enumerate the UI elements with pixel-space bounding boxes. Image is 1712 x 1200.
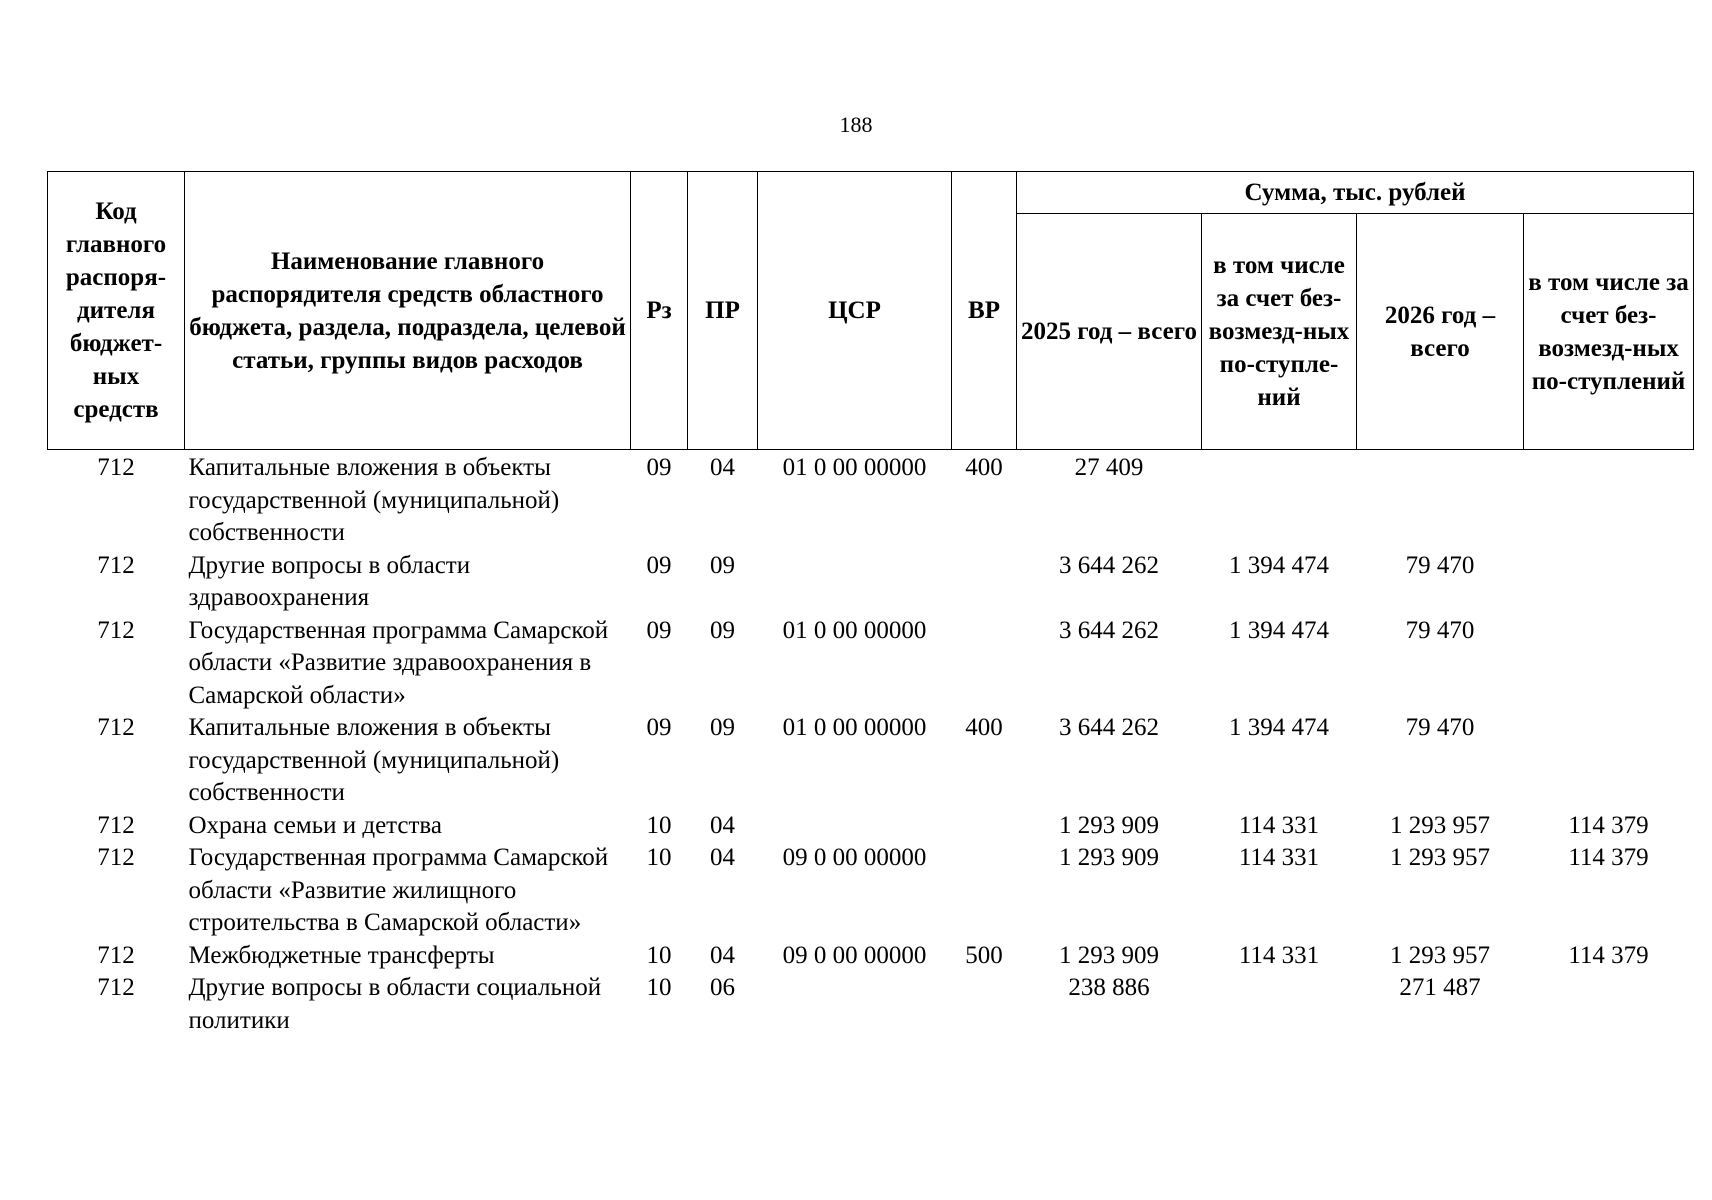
code-cell: 712 (97, 941, 135, 969)
table-header (48, 172, 1694, 450)
y2026-free-cell (1524, 972, 1694, 1037)
rz-cell: 10 (646, 974, 672, 1001)
y2026-cell: 79 470 (1405, 714, 1475, 741)
y2025-free-cell: 114 331 (1238, 941, 1320, 969)
table-row (48, 972, 1694, 1037)
y2025-free-cell: 1 394 474 (1229, 616, 1329, 644)
pr-cell: 04 (710, 941, 735, 969)
header-code: Код главного распоря-дителя бюджет-ных средств (48, 172, 185, 450)
header-csr: ЦСР (758, 172, 952, 450)
rz-cell: 10 (646, 844, 672, 871)
header-sum-group: Сумма, тыс. рублей (1017, 172, 1694, 214)
y2026-free-cell (1524, 712, 1694, 810)
table-row (48, 550, 1694, 615)
header-2026-free: в том числе за счет без-возмезд-ных по-ступлений (1524, 214, 1694, 450)
y2025-cell: 3 644 262 (1059, 616, 1159, 644)
name-cell: Государственная программа Самарской области «Развитие здравоохранения в Самарской области» (188, 616, 609, 709)
name-cell: Охрана семьи и детства (188, 811, 442, 839)
y2026-cell (1357, 450, 1524, 550)
code-cell: 712 (97, 551, 135, 579)
csr-cell (758, 972, 952, 1037)
pr-cell: 04 (710, 844, 735, 871)
y2026-cell: 1 293 957 (1390, 844, 1490, 871)
vr-cell (952, 550, 1017, 615)
header-pr: ПР (688, 172, 758, 450)
csr-cell (758, 550, 952, 615)
table-row (48, 940, 1694, 973)
name-cell: Капитальные вложения в объекты государственной (муниципальной) собственности (188, 714, 560, 806)
code-cell: 712 (97, 844, 135, 871)
rz-cell: 10 (646, 811, 672, 839)
rz-cell: 09 (646, 714, 672, 741)
csr-cell: 09 0 00 00000 (782, 844, 927, 871)
table-row (48, 450, 1694, 550)
y2026-free-cell: 114 379 (1568, 811, 1649, 839)
table-row (48, 810, 1694, 843)
y2025-free-cell (1202, 972, 1357, 1037)
code-cell: 712 (97, 974, 135, 1001)
y2025-cell: 3 644 262 (1059, 551, 1159, 579)
y2025-cell: 1 293 909 (1059, 941, 1159, 969)
y2026-cell: 1 293 957 (1390, 941, 1490, 969)
header-2025-total: 2025 год – всего (1017, 214, 1202, 450)
pr-cell: 09 (710, 551, 735, 579)
table-body (48, 450, 1694, 1038)
name-cell: Другие вопросы в области социальной политики (188, 974, 602, 1034)
name-cell: Межбюджетные трансферты (188, 941, 495, 969)
pr-cell: 04 (710, 454, 735, 481)
y2026-cell: 271 487 (1399, 974, 1481, 1001)
y2025-cell: 1 293 909 (1059, 811, 1159, 839)
y2026-free-cell: 114 379 (1568, 941, 1649, 969)
table-row (48, 615, 1694, 713)
y2026-free-cell (1524, 450, 1694, 550)
csr-cell: 01 0 00 00000 (782, 454, 927, 481)
code-cell: 712 (97, 811, 135, 839)
csr-cell (758, 810, 952, 843)
y2025-free-cell: 114 331 (1238, 811, 1320, 839)
header-name: Наименование главного распорядителя средств областного бюджета, раздела, подраздела, целевой статьи, группы видов расходов (185, 172, 631, 450)
pr-cell: 09 (710, 714, 735, 741)
y2026-cell: 1 293 957 (1390, 811, 1490, 839)
code-cell: 712 (97, 616, 135, 644)
y2026-free-cell (1524, 550, 1694, 615)
y2025-cell: 1 293 909 (1059, 844, 1159, 871)
name-cell: Государственная программа Самарской области «Развитие жилищного строительства в Самарской области» (188, 844, 609, 936)
name-cell: Капитальные вложения в объекты государственной (муниципальной) собственности (188, 454, 560, 546)
csr-cell: 01 0 00 00000 (782, 616, 927, 644)
pr-cell: 06 (710, 974, 735, 1001)
code-cell: 712 (97, 714, 135, 741)
table-row (48, 712, 1694, 810)
vr-cell (952, 842, 1017, 940)
y2025-free-cell: 114 331 (1238, 844, 1320, 871)
page-number: 188 (839, 112, 873, 137)
y2026-free-cell (1524, 615, 1694, 713)
y2025-cell: 238 886 (1068, 974, 1150, 1001)
header-2026-total: 2026 год – всего (1357, 214, 1524, 450)
rz-cell: 09 (646, 616, 672, 644)
rz-cell: 09 (646, 454, 672, 481)
pr-cell: 04 (710, 811, 735, 839)
vr-cell: 400 (965, 454, 1003, 481)
y2025-free-cell: 1 394 474 (1229, 714, 1329, 741)
header-rz: Рз (631, 172, 688, 450)
csr-cell: 09 0 00 00000 (782, 941, 927, 969)
vr-cell: 400 (965, 714, 1003, 741)
y2025-free-cell: 1 394 474 (1229, 551, 1329, 579)
header-vr: ВР (952, 172, 1017, 450)
vr-cell: 500 (965, 941, 1003, 969)
code-cell: 712 (97, 454, 135, 481)
y2026-free-cell: 114 379 (1568, 844, 1649, 871)
table-row (48, 842, 1694, 940)
y2026-cell: 79 470 (1405, 551, 1475, 579)
name-cell: Другие вопросы в области здравоохранения (188, 551, 471, 611)
vr-cell (952, 972, 1017, 1037)
vr-cell (952, 615, 1017, 713)
y2025-free-cell (1202, 450, 1357, 550)
budget-table (47, 171, 1694, 1037)
rz-cell: 10 (646, 941, 672, 969)
vr-cell (952, 810, 1017, 843)
rz-cell: 09 (646, 551, 672, 579)
header-2025-free: в том числе за счет без-возмезд-ных по-ступле-ний (1202, 214, 1357, 450)
y2026-cell: 79 470 (1405, 616, 1475, 644)
csr-cell: 01 0 00 00000 (782, 714, 927, 741)
y2025-cell: 3 644 262 (1059, 714, 1159, 741)
pr-cell: 09 (710, 616, 735, 644)
y2025-cell: 27 409 (1074, 454, 1144, 481)
